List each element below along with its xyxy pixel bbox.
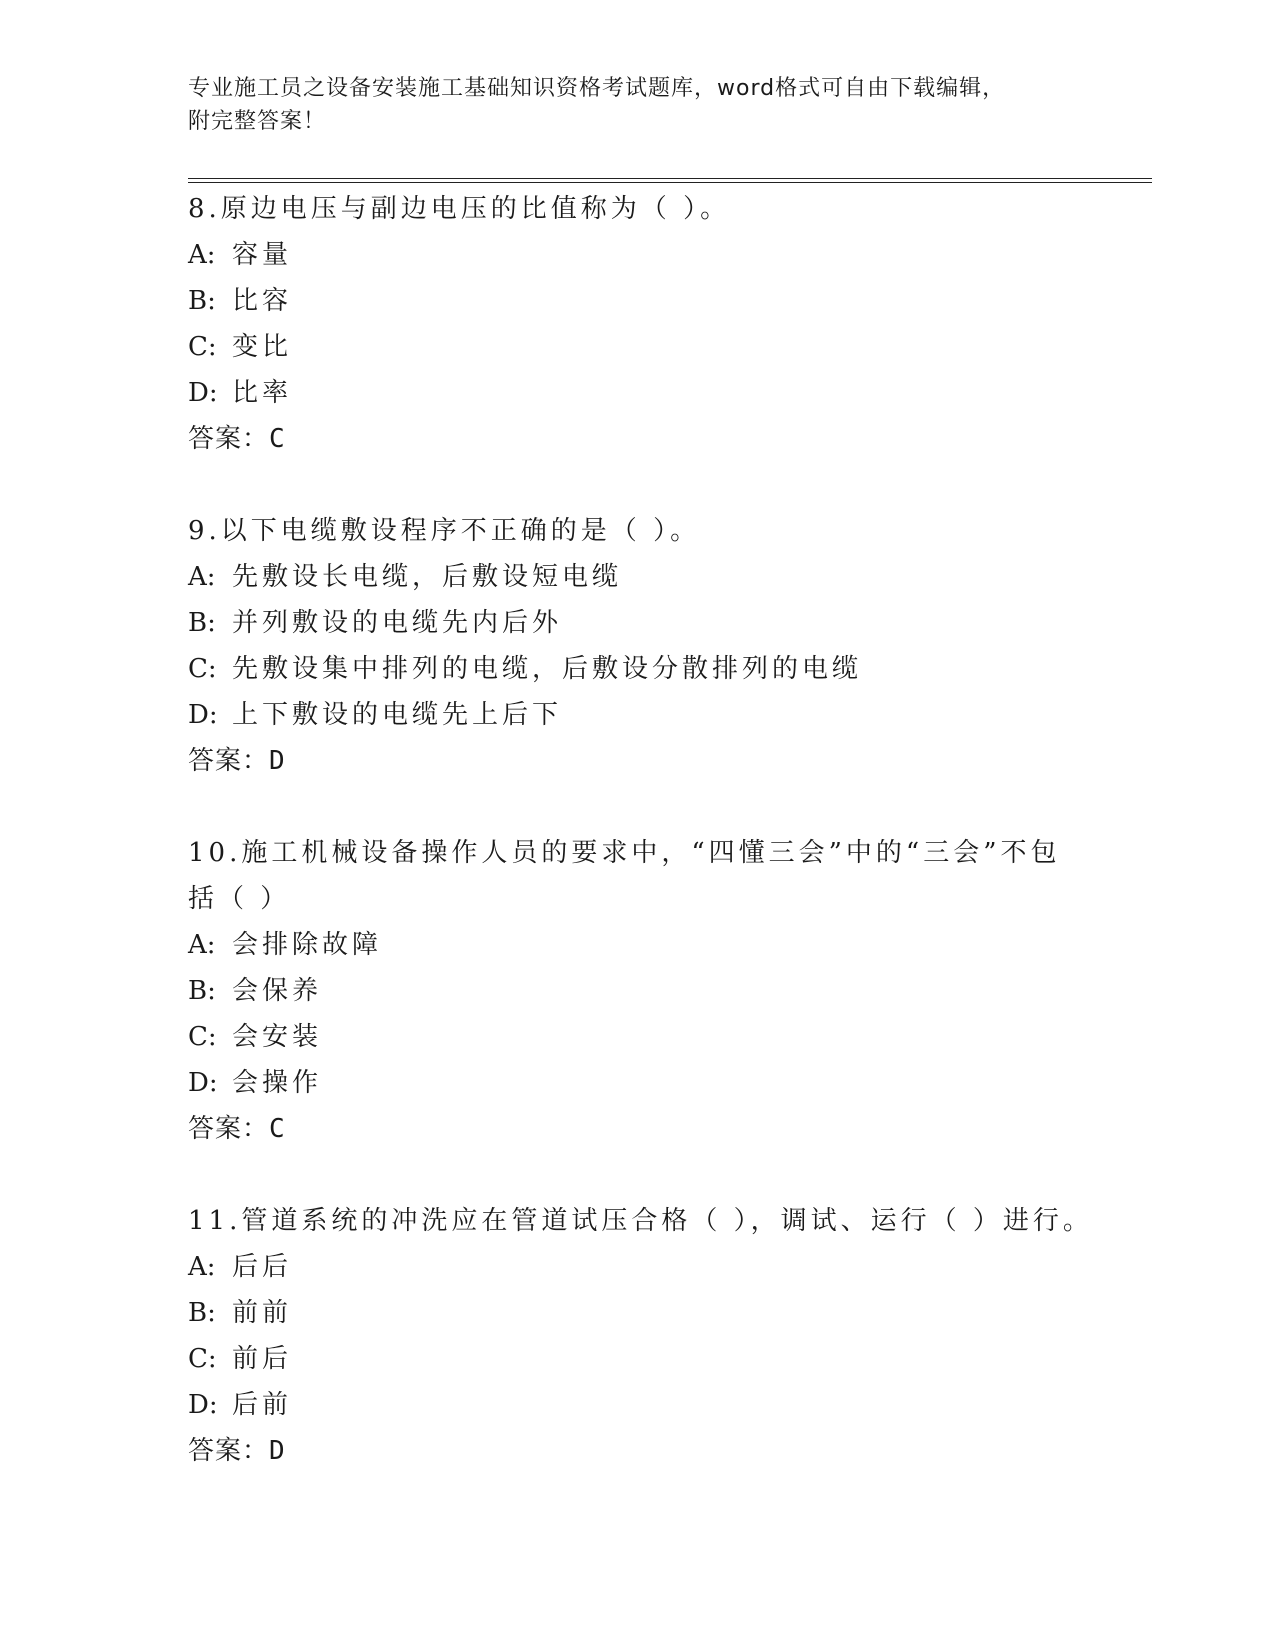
- option-b: [188, 278, 1088, 324]
- option-letter: C:: [188, 1022, 217, 1052]
- option-text: 先敷设长电缆，后敷设短电缆: [232, 562, 623, 592]
- option-d: [188, 1060, 1088, 1106]
- option-text: 前前: [232, 1298, 293, 1328]
- option-text: 后后: [232, 1252, 293, 1282]
- option-letter: D:: [188, 378, 218, 408]
- option-letter: B:: [188, 608, 216, 638]
- option-text: 容量: [232, 240, 293, 270]
- option-letter: A:: [188, 1252, 216, 1282]
- option-letter: B:: [188, 286, 216, 316]
- answer-line: [188, 1428, 1088, 1474]
- question-stem: 8.原边电压与副边电压的比值称为（ ）。: [188, 194, 731, 224]
- option-a: [188, 554, 1088, 600]
- question-8: [188, 186, 1088, 462]
- option-text: 会保养: [232, 976, 323, 1006]
- question-stem: 11.管道系统的冲洗应在管道试压合格（ ），调试、运行（ ）进行。: [188, 1206, 1093, 1236]
- answer-value: C: [269, 1114, 285, 1144]
- option-text: 前后: [232, 1344, 293, 1374]
- option-text: 比容: [232, 286, 293, 316]
- question-stem: 10.施工机械设备操作人员的要求中，“四懂三会”中的“三会”不包: [188, 838, 1061, 868]
- option-c: [188, 1014, 1088, 1060]
- header-divider-top: [188, 178, 1152, 179]
- header-line-2: 附完整答案！: [188, 109, 327, 134]
- option-letter: C:: [188, 654, 217, 684]
- option-b: [188, 968, 1088, 1014]
- answer-line: [188, 738, 1088, 784]
- option-letter: B:: [188, 1298, 216, 1328]
- option-letter: D:: [188, 1068, 218, 1098]
- option-c: [188, 646, 1088, 692]
- option-text: 会安装: [232, 1022, 323, 1052]
- option-letter: D:: [188, 700, 218, 730]
- option-b: [188, 1290, 1088, 1336]
- question-stem-continued: 括（ ）: [188, 884, 291, 914]
- option-b: [188, 600, 1088, 646]
- option-text: 会排除故障: [232, 930, 383, 960]
- header-divider-bottom: [188, 182, 1152, 183]
- option-letter: A:: [188, 930, 216, 960]
- option-d: [188, 370, 1088, 416]
- answer-label: 答案：: [188, 1114, 270, 1144]
- option-letter: C:: [188, 1344, 217, 1374]
- option-text: 会操作: [232, 1068, 323, 1098]
- answer-value: D: [269, 1436, 285, 1466]
- option-d: [188, 1382, 1088, 1428]
- option-text: 变比: [232, 332, 293, 362]
- document-header: [188, 72, 1088, 138]
- header-line-1: 专业施工员之设备安装施工基础知识资格考试题库，word格式可自由下载编辑，: [188, 76, 1006, 101]
- option-a: [188, 1244, 1088, 1290]
- option-letter: A:: [188, 562, 216, 592]
- option-c: [188, 324, 1088, 370]
- option-letter: C:: [188, 332, 217, 362]
- question-10: [188, 830, 1088, 1152]
- question-11: [188, 1198, 1093, 1474]
- answer-label: 答案：: [188, 746, 270, 776]
- answer-value: C: [269, 424, 285, 454]
- answer-line: [188, 1106, 1088, 1152]
- option-a: [188, 922, 1088, 968]
- option-c: [188, 1336, 1088, 1382]
- option-a: [188, 232, 1088, 278]
- question-stem: 9.以下电缆敷设程序不正确的是（ ）。: [188, 516, 701, 546]
- option-text: 比率: [232, 378, 293, 408]
- option-text: 先敷设集中排列的电缆，后敷设分散排列的电缆: [232, 654, 863, 684]
- answer-line: [188, 416, 1088, 462]
- option-text: 并列敷设的电缆先内后外: [232, 608, 563, 638]
- option-letter: D:: [188, 1390, 218, 1420]
- option-letter: A:: [188, 240, 216, 270]
- option-text: 后前: [232, 1390, 293, 1420]
- answer-value: D: [269, 746, 285, 776]
- question-9: [188, 508, 1088, 784]
- option-letter: B:: [188, 976, 216, 1006]
- answer-label: 答案：: [188, 1436, 270, 1466]
- answer-label: 答案：: [188, 424, 270, 454]
- option-text: 上下敷设的电缆先上后下: [232, 700, 563, 730]
- option-d: [188, 692, 1088, 738]
